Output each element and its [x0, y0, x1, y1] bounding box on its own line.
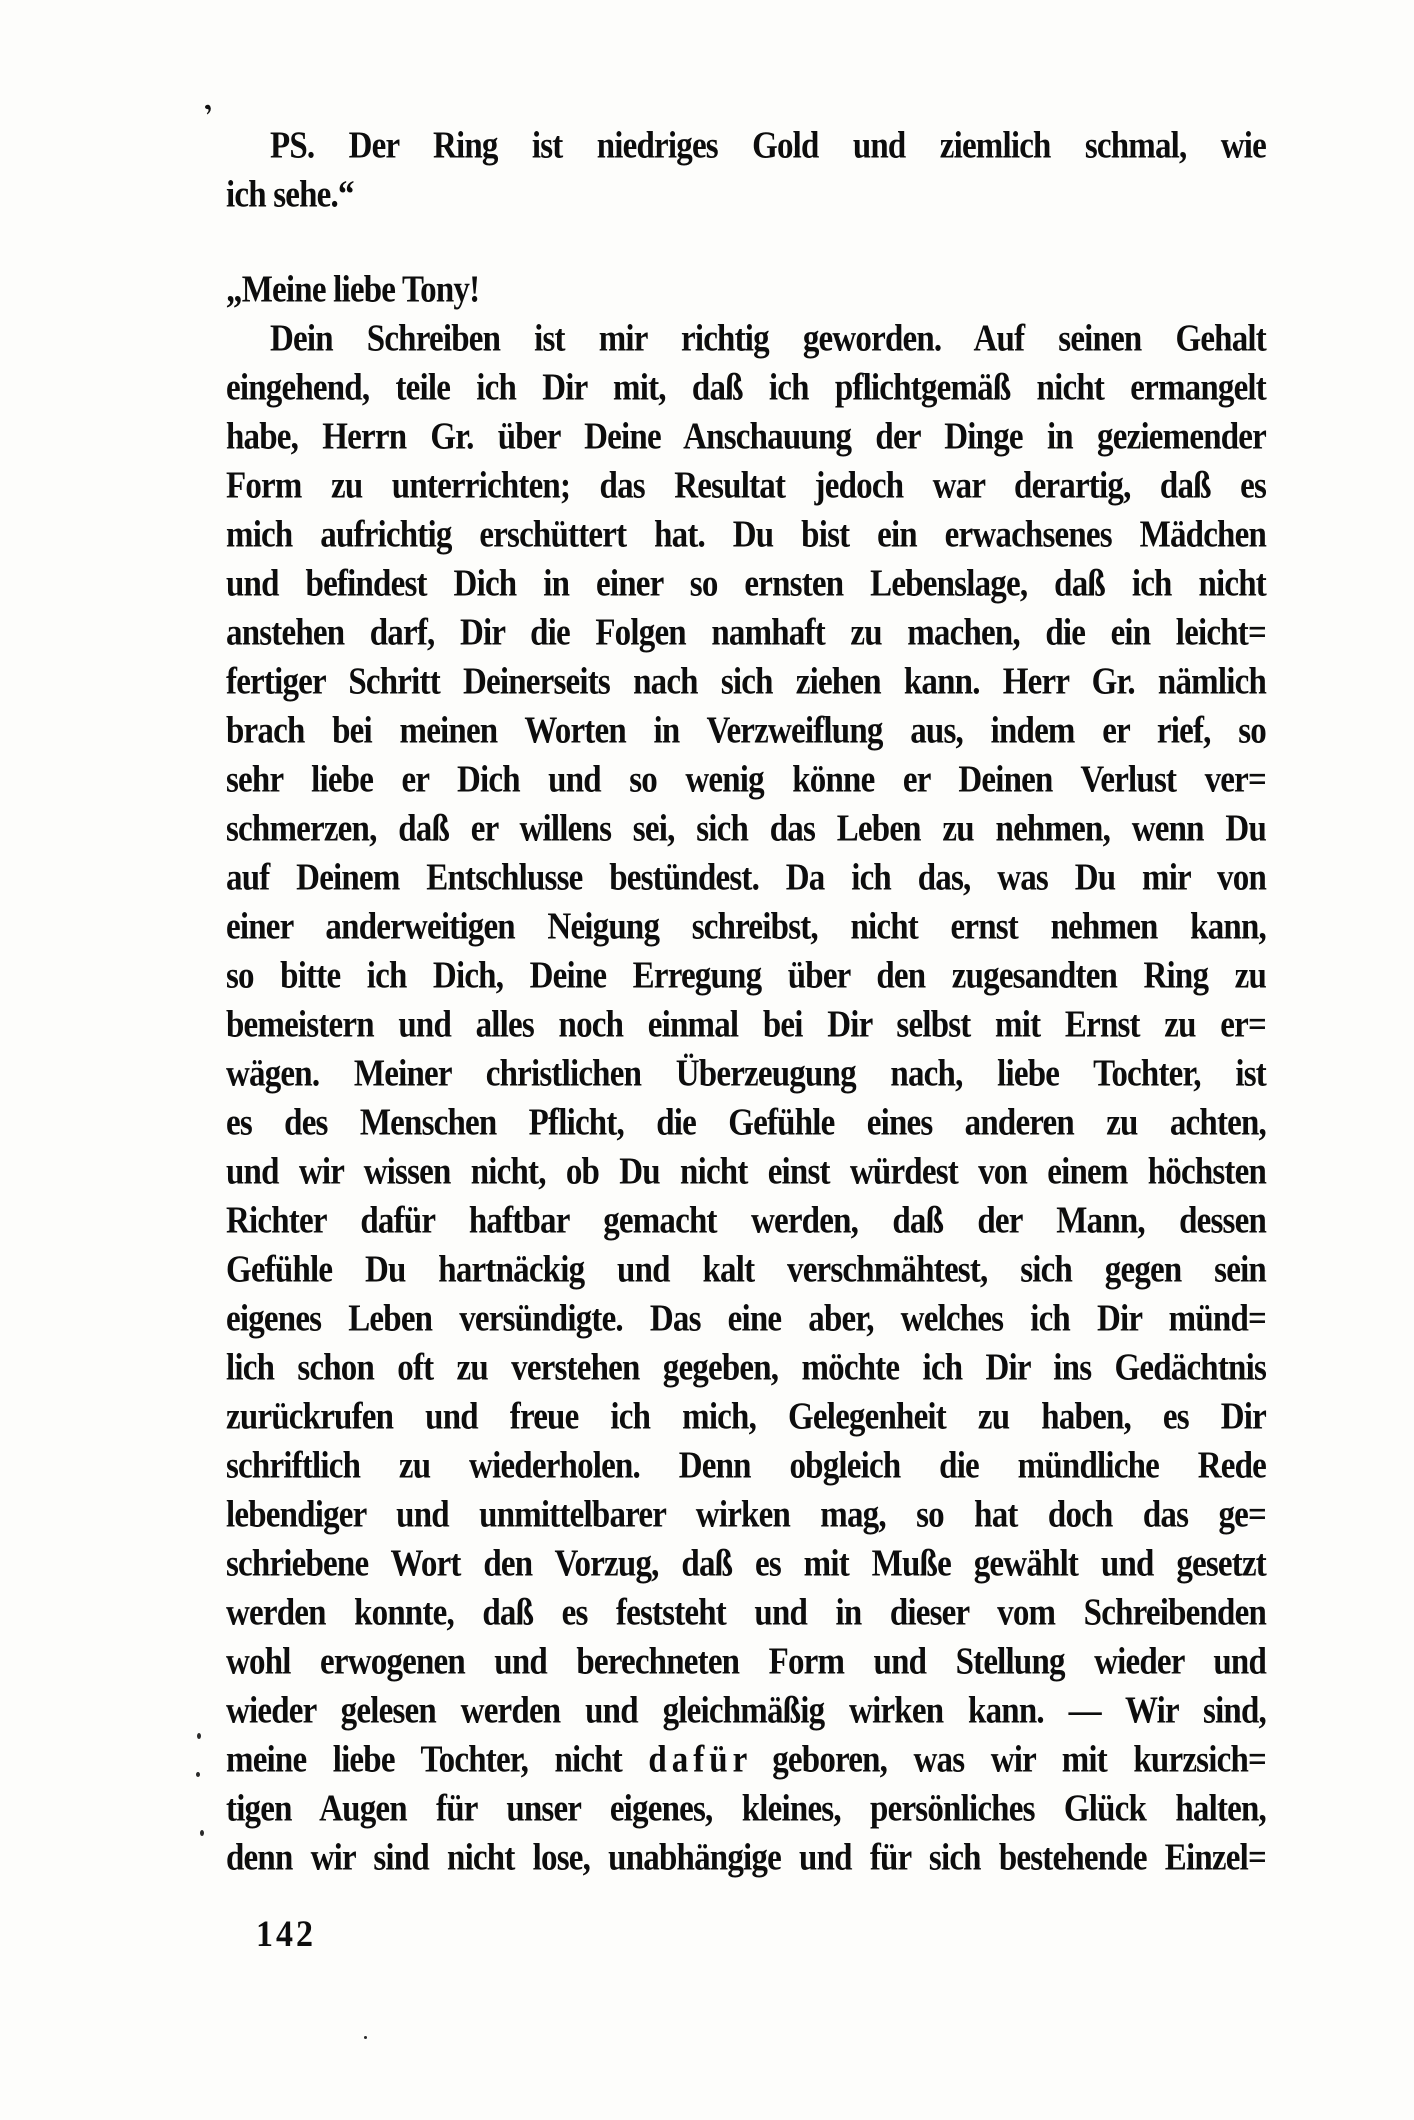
text-line: fertiger Schritt Deinerseits nach sich ziehen kann. Herr Gr. nämlich	[226, 661, 1266, 703]
text-line: schriftlich zu wiederholen. Denn obgleich die mündliche Rede	[226, 1445, 1266, 1487]
text-line: anstehen darf, Dir die Folgen namhaft zu machen, die ein leicht=	[226, 612, 1266, 654]
text-line: wägen. Meiner christlichen Überzeugung nach, liebe Tochter, ist	[226, 1053, 1266, 1095]
text-line: ich sehe.“	[226, 174, 354, 216]
page-text-block	[226, 122, 1266, 1883]
postscript-paragraph	[226, 122, 1266, 220]
text-line: zurückrufen und freue ich mich, Gelegenheit zu haben, es Dir	[226, 1396, 1266, 1438]
text-line: und befindest Dich in einer so ernsten Lebenslage, daß ich nicht	[226, 563, 1266, 605]
text-line: eingehend, teile ich Dir mit, daß ich pflichtgemäß nicht ermangelt	[226, 367, 1266, 409]
letter-body-paragraph	[226, 315, 1266, 1883]
text-line: lich schon oft zu verstehen gegeben, möchte ich Dir ins Gedächtnis	[226, 1347, 1266, 1389]
text-line: einer anderweitigen Neigung schreibst, nicht ernst nehmen kann,	[226, 906, 1266, 948]
text-line: werden konnte, daß es feststeht und in dieser vom Schreibenden	[226, 1592, 1266, 1634]
text-line: Gefühle Du hartnäckig und kalt verschmähtest, sich gegen sein	[226, 1249, 1266, 1291]
text-line: bemeistern und alles noch einmal bei Dir selbst mit Ernst zu er=	[226, 1004, 1266, 1046]
scan-speck	[364, 2036, 367, 2039]
text-line: tigen Augen für unser eigenes, kleines, persönliches Glück halten,	[226, 1788, 1266, 1830]
text-line: sehr liebe er Dich und so wenig könne er Deinen Verlust ver=	[226, 759, 1266, 801]
text-line: Richter dafür haftbar gemacht werden, daß der Mann, dessen	[226, 1200, 1266, 1242]
scan-speck	[200, 1830, 204, 1836]
text-line: mich aufrichtig erschüttert hat. Du bist ein erwachsenes Mädchen	[226, 514, 1266, 556]
text-line: denn wir sind nicht lose, unabhängige und für sich bestehende Einzel=	[226, 1837, 1266, 1879]
scan-speck	[196, 1772, 200, 1777]
text-line: Dein Schreiben ist mir richtig geworden. Auf seinen Gehalt	[270, 318, 1266, 360]
text-line: und wir wissen nicht, ob Du nicht einst würdest von einem höchsten	[226, 1151, 1266, 1193]
text-line: meine liebe Tochter, nicht d a f ü r geboren, was wir mit kurzsich=	[226, 1739, 1266, 1781]
text-line: schriebene Wort den Vorzug, daß es mit Muße gewählt und gesetzt	[226, 1543, 1266, 1585]
text-line: Form zu unterrichten; das Resultat jedoch war derartig, daß es	[226, 465, 1266, 507]
scan-artifact-mark: ’	[199, 97, 223, 132]
text-line: lebendiger und unmittelbarer wirken mag, so hat doch das ge=	[226, 1494, 1266, 1536]
text-line: PS. Der Ring ist niedriges Gold und ziemlich schmal, wie	[270, 125, 1266, 167]
text-line: brach bei meinen Worten in Verzweiflung aus, indem er rief, so	[226, 710, 1266, 752]
text-line: schmerzen, daß er willens sei, sich das Leben zu nehmen, wenn Du	[226, 808, 1266, 850]
text-line: es des Menschen Pflicht, die Gefühle eines anderen zu achten,	[226, 1102, 1266, 1144]
text-line: so bitte ich Dich, Deine Erregung über den zugesandten Ring zu	[226, 955, 1266, 997]
text-line: auf Deinem Entschlusse bestündest. Da ich das, was Du mir von	[226, 857, 1266, 899]
scan-speck	[197, 1733, 201, 1739]
text-line: eigenes Leben versündigte. Das eine aber, welches ich Dir münd=	[226, 1298, 1266, 1340]
letter-salutation: „Meine liebe Tony!	[226, 269, 480, 311]
text-line: wieder gelesen werden und gleichmäßig wirken kann. — Wir sind,	[226, 1690, 1266, 1732]
page-number: 142	[256, 1914, 316, 1955]
text-line: habe, Herrn Gr. über Deine Anschauung der Dinge in geziemender	[226, 416, 1266, 458]
text-line: wohl erwogenen und berechneten Form und Stellung wieder und	[226, 1641, 1266, 1683]
